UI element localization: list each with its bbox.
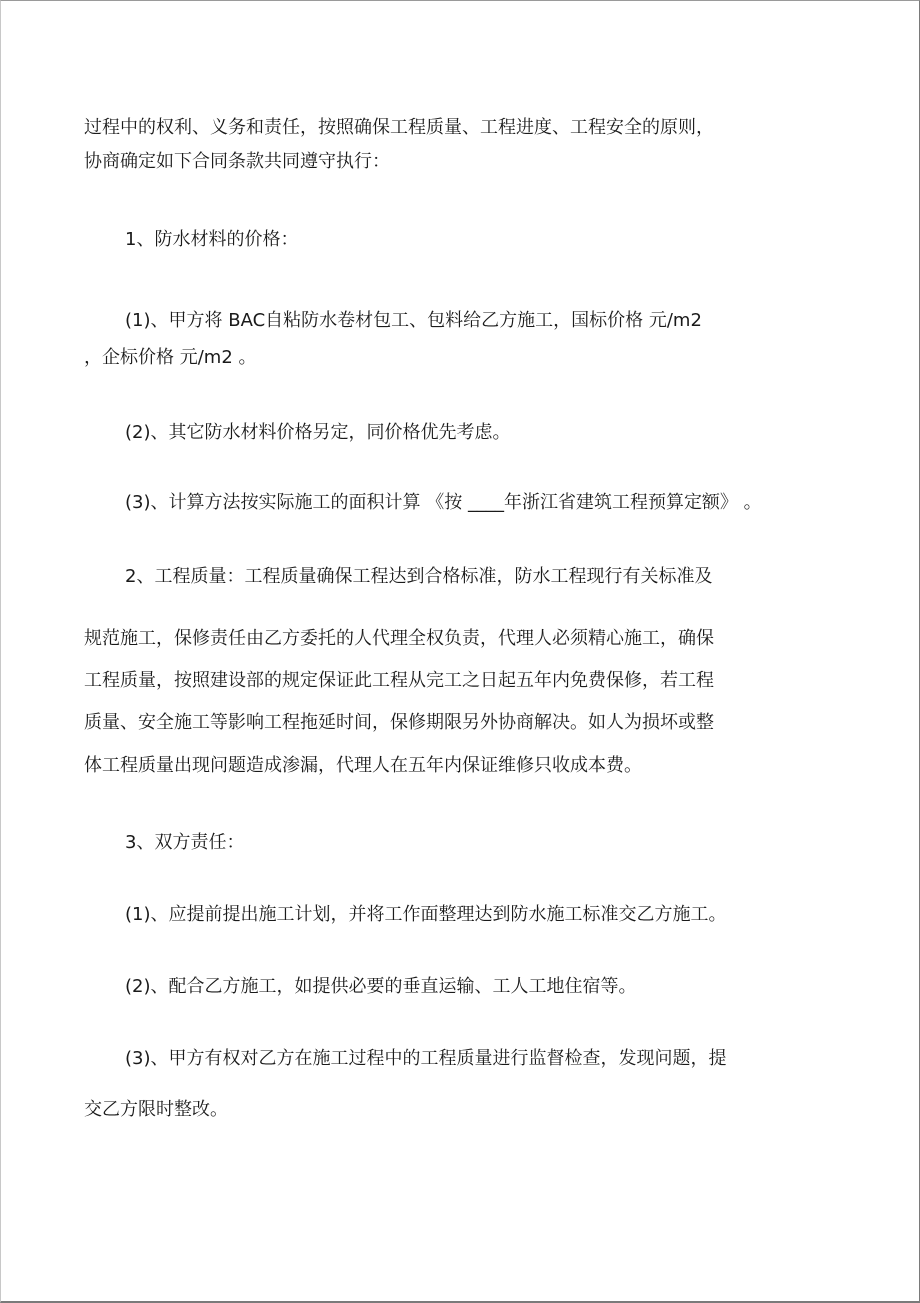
- intro-line-1: 过程中的权利、义务和责任，按照确保工程质量、工程进度、工程安全的原则，: [84, 117, 714, 138]
- section-2-line: 工程质量，按照建设部的规定保证此工程从完工之日起五年内免费保修，若工程: [84, 670, 714, 691]
- section-3-heading: 3、双方责任：: [125, 832, 245, 853]
- section-1-item-1-line-1: (1)、甲方将 BAC自粘防水卷材包工、包料给乙方施工，国标价格 元/m2: [125, 310, 702, 331]
- section-1-item-2: (2)、其它防水材料价格另定，同价格优先考虑。: [125, 422, 511, 443]
- section-2-line: 质量、安全施工等影响工程拖延时间，保修期限另外协商解决。如人为损坏或整: [84, 712, 714, 733]
- section-3-item-3-line-1: (3)、甲方有权对乙方在施工过程中的工程质量进行监督检查，发现问题，提: [125, 1048, 727, 1069]
- section-3-item-1: (1)、应提前提出施工计划，并将工作面整理达到防水施工标准交乙方施工。: [125, 904, 727, 925]
- section-3-item-2: (2)、配合乙方施工，如提供必要的垂直运输、工人工地住宿等。: [125, 976, 637, 997]
- section-1-heading: 1、防水材料的价格：: [125, 229, 299, 250]
- intro-line-2: 协商确定如下合同条款共同遵守执行：: [84, 151, 390, 172]
- section-2-heading: 2、工程质量：工程质量确保工程达到合格标准，防水工程现行有关标准及: [125, 566, 713, 587]
- section-1-item-1-line-2: ，企标价格 元/m2 。: [84, 347, 257, 368]
- section-1-item-3: (3)、计算方法按实际施工的面积计算 《按 ____年浙江省建筑工程预算定额》 。: [125, 492, 762, 513]
- section-2-line: 规范施工，保修责任由乙方委托的人代理全权负责，代理人必须精心施工，确保: [84, 628, 714, 649]
- section-3-item-3-line-2: 交乙方限时整改。: [84, 1099, 228, 1120]
- section-2-line: 体工程质量出现问题造成渗漏，代理人在五年内保证维修只收成本费。: [84, 755, 642, 776]
